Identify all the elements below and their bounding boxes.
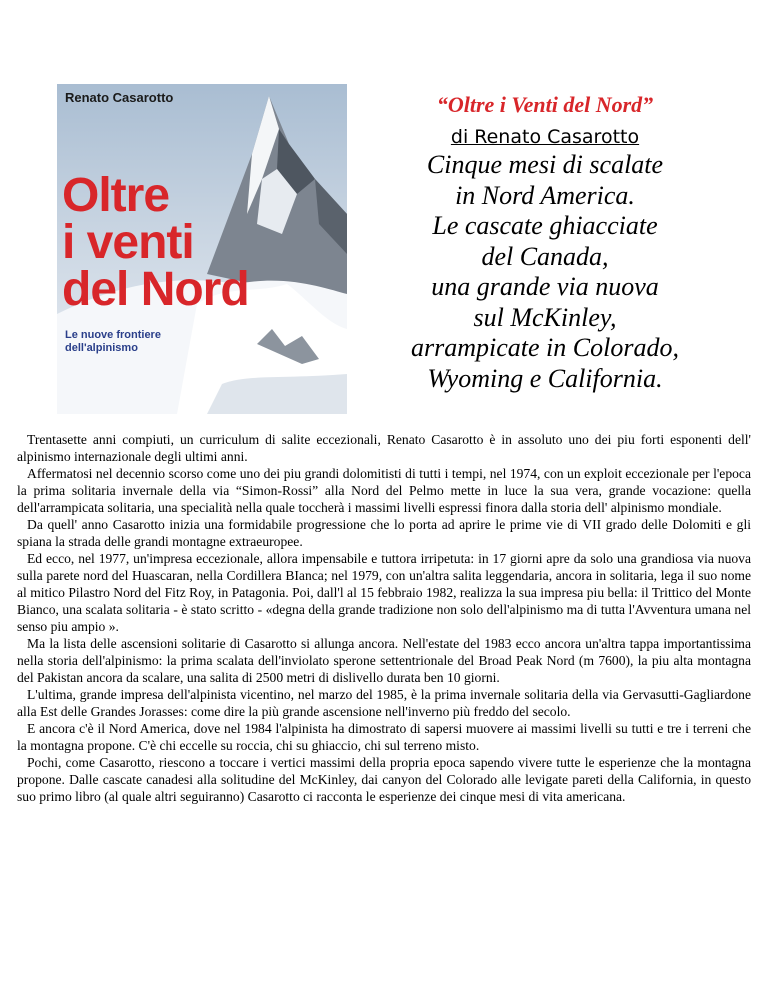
- tagline-line: sul McKinley,: [473, 302, 617, 332]
- tagline-line: arrampicate in Colorado,: [411, 333, 679, 362]
- book-title-heading: “Oltre i Venti del Nord”: [436, 92, 654, 117]
- body-paragraph: Da quell' anno Casarotto inizia una formidabile progressione che lo porta ad aprire le prime vie di VII grado delle Dolomiti e gli spiana la strada delle grandi montagne extraeuropee.: [17, 517, 751, 549]
- tagline-line: del Canada,: [481, 241, 609, 271]
- cover-subtitle-line: Le nuove frontiere: [65, 329, 161, 341]
- cover-subtitle-line: dell'alpinismo: [65, 342, 138, 354]
- book-tagline: [370, 150, 720, 394]
- body-paragraph: Pochi, come Casarotto, riescono a toccare i vertici massimi della propria epoca sapendo vivere tutte le esperienze che la montagna propone. Dalle cascate canadesi alla solitudine del McKinley, dai canyon del Colorado alle levigate pareti della California, in questo suo primo libro (al quale altri seguiranno) Casarotto ci racconta le esperienze dei cinque mesi di vita americana.: [17, 755, 751, 804]
- tagline-line: Cinque mesi di scalate: [426, 150, 664, 179]
- tagline-line: in Nord America.: [455, 180, 635, 210]
- cover-subtitle: [65, 329, 205, 355]
- cover-author: Renato Casarotto: [65, 90, 174, 105]
- author-byline: di Renato Casarotto: [450, 126, 640, 148]
- tagline-line: Wyoming e California.: [427, 363, 663, 393]
- body-paragraph: L'ultima, grande impresa dell'alpinista vicentino, nel marzo del 1985, è la prima invernale solitaria della via Gervasutti-Gagliardone alla Est delle Grandes Jorasses: come dire la più grande ascensione nell'inverno più freddo del secolo.: [17, 687, 751, 719]
- tagline-line: una grande via nuova: [431, 272, 659, 301]
- cover-title-line: del Nord: [62, 263, 249, 316]
- body-paragraph: E ancora c'è il Nord America, dove nel 1984 l'alpinista ha dimostrato di sapersi muovere ai massimi livelli su tutti e tre i terreni che la montagna propone. C'è chi eccelle su roccia, chi su ghiaccio, chi sul terreno misto.: [17, 721, 751, 753]
- book-cover-image: [57, 84, 347, 414]
- tagline-line: Le cascate ghiacciate: [432, 211, 658, 240]
- body-paragraph: Trentasette anni compiuti, un curriculum di salite eccezionali, Renato Casarotto è in assoluto uno dei piu forti esponenti dell' alpinismo internazionale degli ultimi anni.: [17, 432, 751, 464]
- cover-title-line: Oltre: [62, 169, 170, 222]
- body-paragraph: Affermatosi nel decennio scorso come uno dei piu grandi dolomitisti di tutti i tempi, nel 1974, con un exploit eccezionale per l'epoca la prima solitaria invernale della via “Simon-Rossi” alla Nord del Pelmo mette in luce la sua vera, grande vocazione: quella dell'arrampicata solitaria, una specialità nella quale toccherà i massimi livelli espressi finora dalla storia dell' alpinismo mondiale.: [17, 466, 751, 515]
- body-paragraph: Ed ecco, nel 1977, un'impresa eccezionale, allora impensabile e tuttora irripetuta: in 17 giorni apre da solo una grandiosa via nuova sulla parete nord del Huascaran, nella Cordillera BIanca; nel 1979, con un'altra salita leggendaria, ancora in solitaria, lega il suo nome al mitico Pilastro Nord del Fitz Roy, in Patagonia. Poi, dall'l al 15 febbraio 1982, realizza la sua impresa piu bella: il Trittico del Monte Bianco, una scalata solitaria - è stato scritto - «degna della grande tradizione non solo dell'alpinismo ma di tutta l'Avventura umana nel senso piu ampio ».: [17, 551, 751, 634]
- body-paragraph: Ma la lista delle ascensioni solitarie di Casarotto si allunga ancora. Nell'estate del 1983 ecco ancora un'altra tappa importantissima nella storia dell'alpinismo: la prima scalata dell'inviolato sperone settentrionale del Broad Peak Nord (m 7600), la piu alta montagna del Pakistan ancora da scalare, una salita di 2500 metri di dislivello durata ben 10 giorni.: [17, 636, 751, 685]
- cover-title-line: i venti: [62, 216, 194, 269]
- cover-title: [62, 169, 282, 316]
- article-body: [17, 431, 751, 805]
